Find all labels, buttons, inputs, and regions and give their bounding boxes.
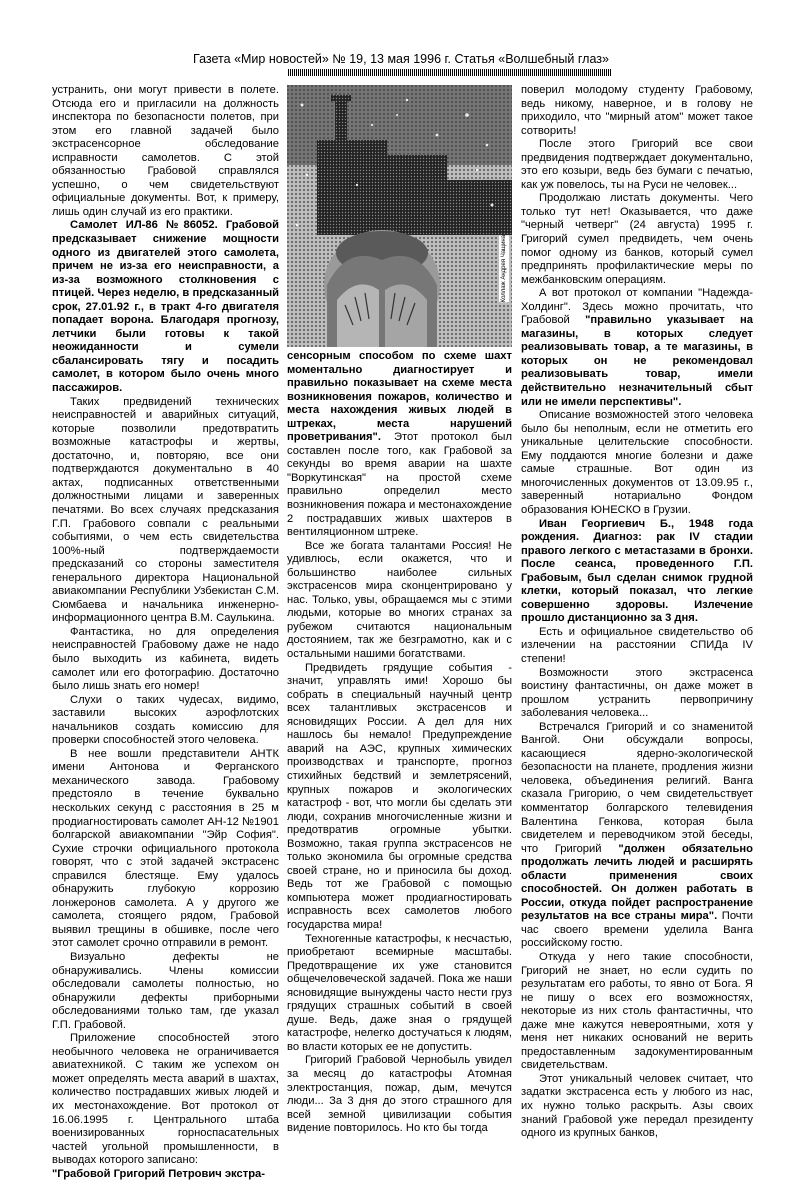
paragraph	[52, 748, 279, 951]
paragraph	[521, 409, 753, 517]
paragraph-text: После этого Григорий все свои предвидения подтверждает документально, это его козыри, ведь без бумаги с печатью, как уж повелось, ты на Руси не человек...	[521, 138, 753, 191]
paragraph-text: Приложение способностей этого необычного человека не ограничивается авиатехникой. С таким же успехом он может определять места аварий в шахтах, количество пострадавших живых людей и их местонахождение. Вот протокол от 16.06.1995 г. Центрального штаба военизированных горноспасательных частей угольной промышленности, в выводах которого записано:	[52, 1032, 279, 1167]
paragraph	[52, 219, 279, 395]
paragraph	[287, 933, 512, 1055]
collage-illustration	[287, 85, 512, 347]
header-rule	[288, 69, 612, 76]
paragraph-text: поверил молодому студенту Грабовому, ведь никому, наверное, и в голову не приходило, что "мирный атом" может такое сотворить!	[521, 84, 753, 137]
paragraph	[521, 667, 753, 721]
paragraph-text: Фантастика, но для определения неисправностей Грабовому даже не надо было выходить из кабинета, видеть самолет или его фотографию. Достаточно было лишь знать его номер!	[52, 625, 279, 693]
photo-credit: Коллаж Андрея Чащина	[501, 235, 507, 303]
paragraph	[521, 138, 753, 192]
paragraph-text: Слухи о таких чудесах, видимо, заставили высоких аэрофлотских начальников создать комиссию для проверки способностей этого человека.	[52, 693, 279, 747]
paragraph-text: А вот протокол от компании "Надежда-Холдинг". Здесь можно прочитать, что Грабовой	[521, 287, 753, 327]
paragraph-text: Визуально дефекты не обнаруживались. Члены комиссии обследовали самолеты полностью, но обнаружили дефекты приборными обследованиями только там, где указал Г.П. Грабовой.	[52, 951, 279, 1031]
paragraph-text: сенсорным способом по схеме шахт моментально диагностирует и правильно показывает на схеме места возникновения пожаров, количество и места нахождения живых людей в штреках, места нарушений проветривания".	[287, 350, 512, 444]
paragraph	[52, 1032, 279, 1167]
paragraph	[521, 518, 753, 626]
paragraph-text: Этот протокол был составлен после того, как Грабовой за секунды во время аварии на шахте "Воркутинская" на простой схеме правильно определил место возникновения пожара и местонахождение 2 пострадавших живых шахтеров в вентиляционном штреке.	[287, 431, 512, 539]
paragraph-text: Все же богата талантами Россия! Не удивлюсь, если окажется, что и большинство наиболее сильных экстрасенсов мира сконцентрировано у нас. Только, увы, обращаемся мы с этими людьми, которые во многих странах за рубежом считаются национальным достоянием, так же безграмотно, как и с остальными нашими богатствами.	[287, 539, 512, 661]
paragraph	[287, 540, 512, 662]
paragraph	[52, 951, 279, 1032]
paragraph-text: Техногенные катастрофы, к несчастью, приобретают всемирные масштабы. Предотвращение их уже становится общечеловеческой задачей. Пока же наши ясновидящие вынуждены часто нести груз грядущих страшных событий в своей душе. Ведь, даже зная о грядущей катастрофе, нелегко достучаться к людям, во власти которых ее не допустить.	[287, 932, 512, 1053]
paragraph-text: "должен обязательно продолжать лечить людей и расширять области применения своих способностей. Он должен работать в России, откуда пойдет распространение результатов на все страны мира".	[521, 842, 753, 923]
paragraph	[52, 626, 279, 694]
paragraph	[521, 626, 753, 667]
paragraph	[521, 192, 753, 287]
paragraph	[52, 694, 279, 748]
paragraph-text: Этот уникальный человек считает, что задатки экстрасенса есть у любого из нас, их нужно только раскрыть. Азы своих знаний Грабовой уже передал президенту одного из крупных банков,	[521, 1072, 753, 1140]
paragraph	[287, 1054, 512, 1135]
paragraph-text: В нее вошли представители АНТК имени Антонова и Ферганского механического завода. Грабовому предстояло в течение буквально нескольких секунд с расстояния в 25 м продиагностировать самолет АН-12 №1901 болгарской авиакомпании "Эйр София". Сухие строчки официального протокола говорят, что с этой задачей экстрасенс справился блестяще. Ему удалось обнаружить глубокую коррозию лонжеронов самолета. А у другого же самолета, стоящего рядом, Грабовой выявил трещины в обшивке, после чего этот самолет срочно отправили в ремонт.	[52, 747, 279, 950]
paragraph-text: Григорий Грабовой Чернобыль увидел за месяц до катастрофы Атомная электростанция, пожар, дым, мечутся люди... За 3 дня до этого страшного для всей земной цивилизации события видение повторилось. Но кто бы тогда	[287, 1054, 512, 1135]
paragraph	[521, 951, 753, 1073]
paragraph-text: "правильно указывает на магазины, в которых следует реализовывать товар, а те магазины, в которых он не рекомендовал реализовывать товар, имели действительно незначительный сбыт или не имели перспективы".	[521, 314, 753, 408]
column-right	[521, 84, 754, 1140]
paragraph-text: "Грабовой Григорий Петрович экстра-	[52, 1167, 265, 1180]
paragraph	[52, 396, 279, 626]
paragraph	[287, 662, 512, 933]
paragraph-text: Описание возможностей этого человека было бы неполным, если не отметить его уникальные целительские способности. Ему поддаются многие болезни и даже самые страшные. Вот один из многочисленных документов от 13.09.95 г., заверенный нотариально Фондом образования ЮНЕСКО в Грузии.	[521, 409, 753, 516]
column-middle	[287, 350, 512, 1135]
article-header: Газета «Мир новостей» № 19, 13 мая 1996 г. Статья «Волшебный глаз»	[193, 52, 609, 66]
paragraph-text: Предвидеть грядущие события - значит, управлять ими! Хорошо бы собрать в специальный научный центр всех талантливых экстрасенсов и ясновидящих России. А дел для них нашлось бы немало! Предупреждение аварий на АЭС, крупных химических производствах и транспорте, прогноз стихийных бедствий и землетрясений, крупных пожаров и экологических катастроф - вот, что могли бы сделать эти люди, сохранив многочисленные жизни и предотвратив огромные убытки. Возможно, такая группа экстрасенсов не только экономила бы огромные средства своей стране, но и приносила бы доход. Ведь тот же Грабовой с помощью компьютера может продиагностировать исправность всех самолетов любого государства мира!	[287, 661, 512, 931]
paragraph-text: Почти час своего времени уделила Ванга российскому гостю.	[521, 910, 754, 950]
paragraph-text: Самолет ИЛ-86 №86052. Грабовой предсказывает снижение мощности одного из двигателей этого самолета, причем не из-за его неисправности, а из-за возможного столкновения с птицей. Через неделю, в предсказанный срок, 27.01.92 г., в тракт 4-го двигателя попадает ворона. Благодаря прогнозу, летчики были готовы к такой неожиданности и сумели сбалансировать тягу и посадить самолет, в котором было очень много пассажиров.	[52, 219, 279, 395]
paragraph	[521, 1073, 753, 1141]
chernobyl-collage-photo	[287, 85, 512, 347]
face-in-hands	[324, 230, 440, 347]
paragraph-text: Откуда у него такие способности, Григорий не знает, но если судить по результатам его работы, то явно от Бога. Я не пишу о всех его возможностях, некоторые из них столь фантастичны, что даже мне кажутся невероятными, хотя у меня нет никаких оснований не верить предоставленным задокументированным свидетельствам.	[521, 951, 753, 1072]
paragraph-text: устранить, они могут привести в полете. Отсюда его и пригласили на должность инспектора по безопасности полетов, при этом его главной задачей было экстрасенсорное обследование исправности самолетов. С этой обязанностью Грабовой справлялся успешно, о чем свидетельствуют официальные документы. Вот, к примеру, лишь один случай из его практики.	[52, 84, 279, 218]
paragraph-text: Возможности этого экстрасенса воистину фантастичны, он даже может в прошлом устранить первопричину заболевания человека...	[521, 666, 753, 720]
paragraph	[287, 350, 512, 540]
paragraph-text: Таких предвидений технических неисправностей и аварийных ситуаций, которые позволили предотвратить возможные катастрофы и жертвы, достаточно, и, повторяю, все они подтверждаются документально в 40 актах, подписанных ответственными должностными лицами и заверенных печатями. Во всех случаях предсказания Г.П. Грабового совпали с реальными событиями, о чем есть свидетельства 100%-ный подтверждаемости предсказаний со стороны заместителя генерального директора Национальной авиакомпании Республики Узбекистан С.М. Сюмбаева и начальника инженерно-информационного центра В.М. Саулькина.	[52, 395, 279, 625]
paragraph-text: Продолжаю листать документы. Чего только тут нет! Оказывается, что даже "черный четверг" (24 августа) 1995 г. Григорий сумел предвидеть, чем очень помог одному из банков, который сумел предпринять профилактические меры по межбанковским операциям.	[521, 192, 753, 286]
paragraph	[521, 84, 753, 138]
column-left	[52, 84, 279, 1180]
paragraph-text: Есть и официальное свидетельство об излечении на расстоянии СПИДа IV степени!	[521, 625, 753, 665]
paragraph	[521, 287, 753, 409]
paragraph-text: Встречался Григорий и со знаменитой Вангой. Они обсуждали вопросы, касающиеся ядерно-экологической безопасности на планете, продления жизни человека, объединения религий. Ванга сказала Григорию, о чем свидетельствует комментатор болгарского телевидения Валентина Генкова, которая была свидетелем и переводчиком этой беседы, что Григорий	[521, 720, 753, 855]
paragraph-text: Иван Георгиевич Б., 1948 года рождения. Диагноз: рак IV стадии правого легкого с метастазами в бронхи. После сеанса, проведенного Г.П. Грабовым, был сделан снимок грудной клетки, который показал, что легкие совершенно здоровы. Излечение прошло дистанционно за 3 дня.	[521, 517, 753, 625]
paragraph	[521, 721, 753, 951]
paragraph	[52, 1168, 279, 1181]
paragraph	[52, 84, 279, 219]
